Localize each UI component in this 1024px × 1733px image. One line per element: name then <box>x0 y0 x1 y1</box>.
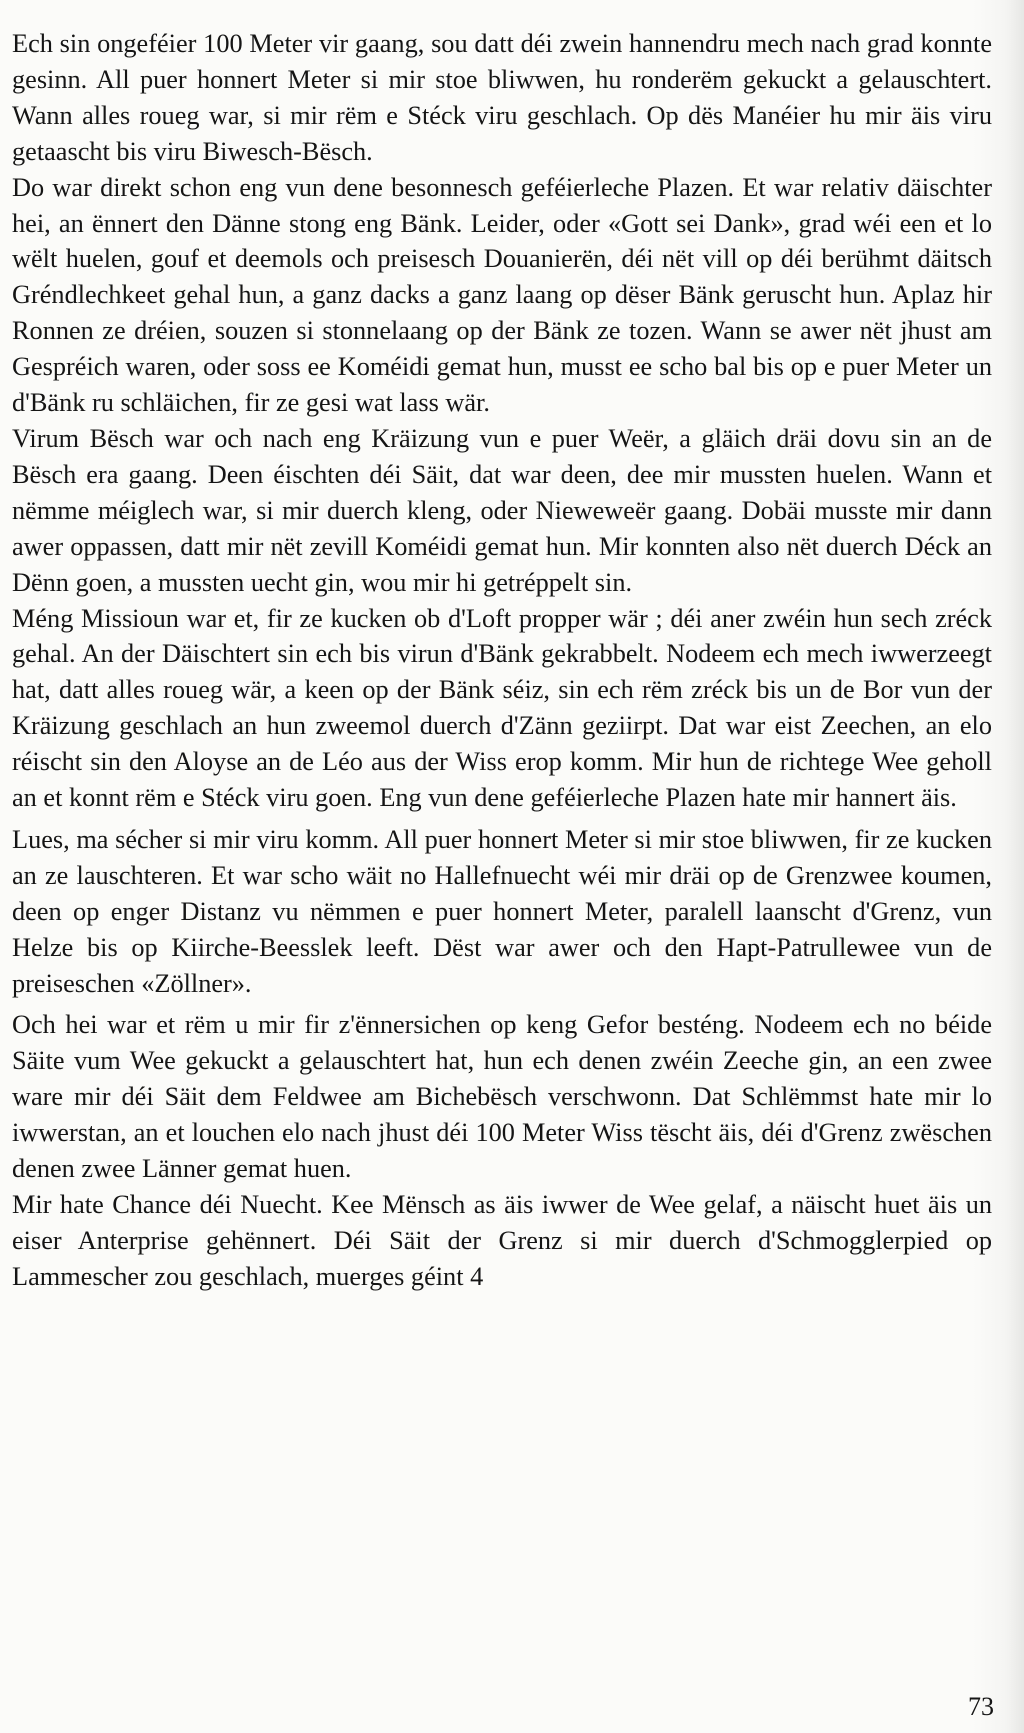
page-number: 73 <box>968 1692 994 1721</box>
paragraph-1: Ech sin ongeféier 100 Meter vir gaang, sou datt déi zwein hannendru mech nach grad konnte gesinn. All puer honnert Meter si mir stoe bliwwen, hu ronderëm gekuckt a gelauschtert. Wann alles roueg war, si mir rëm e Stéck viru geschlach. Op dës Manéier hu mir äis viru getaascht bis viru Biwesch-Bësch. <box>12 29 992 166</box>
paragraph-4: Méng Missioun war et, fir ze kucken ob d'Loft propper wär ; déi aner zwéin hun sech zréck gehal. An der Däischtert sin ech bis virun d'Bänk gekrabbelt. Nodeem ech mech iwwerzeegt hat, datt alles roueg wär, a keen op der Bänk séiz, sin ech rëm zréck bis un de Bor vun der Kräizung geschlach an hun zweemol duerch d'Zänn geziirpt. Dat war eist Zeechen, an elo réischt sin den Aloyse an de Léo aus der Wiss erop komm. Mir hun de richtege Wee geholl an et konnt rëm e Stéck viru goen. Eng vun dene geféierleche Plazen hate mir hannert äis. <box>12 603 992 813</box>
paragraph-7: Mir hate Chance déi Nuecht. Kee Mënsch as äis iwwer de Wee gelaf, a näischt huet äis un eiser Anterprise gehënnert. Déi Säit der Grenz si mir duerch d'Schmogglerpied op Lammescher zou geschlach, muerges géint 4 <box>12 1190 992 1291</box>
page-edge-shadow <box>1006 0 1024 1733</box>
body-text <box>12 26 992 1295</box>
paragraph-2: Do war direkt schon eng vun dene besonnesch geféierleche Plazen. Et war relativ däischter hei, an ënnert den Dänne stong eng Bänk. Leider, oder «Gott sei Dank», grad wéi een et lo wëlt huelen, gouf et deemols och preisesch Douanierën, déi nët vill op déi berühmt däitsch Gréndlechkeet gehal hun, a ganz dacks a ganz laang op dëser Bänk geruscht hun. Aplaz hir Ronnen ze dréien, souzen si stonnelaang op der Bänk ze tozen. Wann se awer nët jhust am Gespréich waren, oder soss ee Koméidi gemat hun, musst ee scho bal bis op e puer Meter un d'Bänk ru schläichen, fir ze gesi wat lass wär. <box>12 172 992 418</box>
paragraph-3: Virum Bësch war och nach eng Kräizung vun e puer Weër, a gläich dräi dovu sin an de Bësch era gaang. Deen éischten déi Säit, dat war deen, dee mir mussten huelen. Wann et nëmme méiglech war, si mir duerch kleng, oder Nieweweër gaang. Dobäi musste mir dann awer oppassen, datt mir nët zevill Koméidi gemat hun. Mir konnten also nët duerch Déck an Dënn goen, a mussten uecht gin, wou mir hi getréppelt sin. <box>12 423 992 597</box>
paragraph-5: Lues, ma sécher si mir viru komm. All puer honnert Meter si mir stoe bliwwen, fir ze kucken an ze lauschteren. Et war scho wäit no Hallefnuecht wéi mir dräi op de Grenzwee koumen, deen op enger Distanz vu nëmmen e puer honnert Meter, paralell laanscht d'Grenz, vun Helze bis op Kiirche-Beesslek leeft. Dëst war awer och den Hapt-Patrullewee vun de preiseschen «Zöllner». <box>12 824 992 998</box>
paragraph-6: Och hei war et rëm u mir fir z'ënnersichen op keng Gefor besténg. Nodeem ech no béide Säite vum Wee gekuckt a gelauschtert hat, hun ech denen zwéin Zeeche gin, an een zwee ware mir déi Säit dem Feldwee am Bichebësch verschwonn. Dat Schlëmmst hate mir lo iwwerstan, an et louchen elo nach jhust déi 100 Meter Wiss tëscht äis, déi d'Grenz zwëschen denen zwee Länner gemat huen. <box>12 1010 992 1184</box>
